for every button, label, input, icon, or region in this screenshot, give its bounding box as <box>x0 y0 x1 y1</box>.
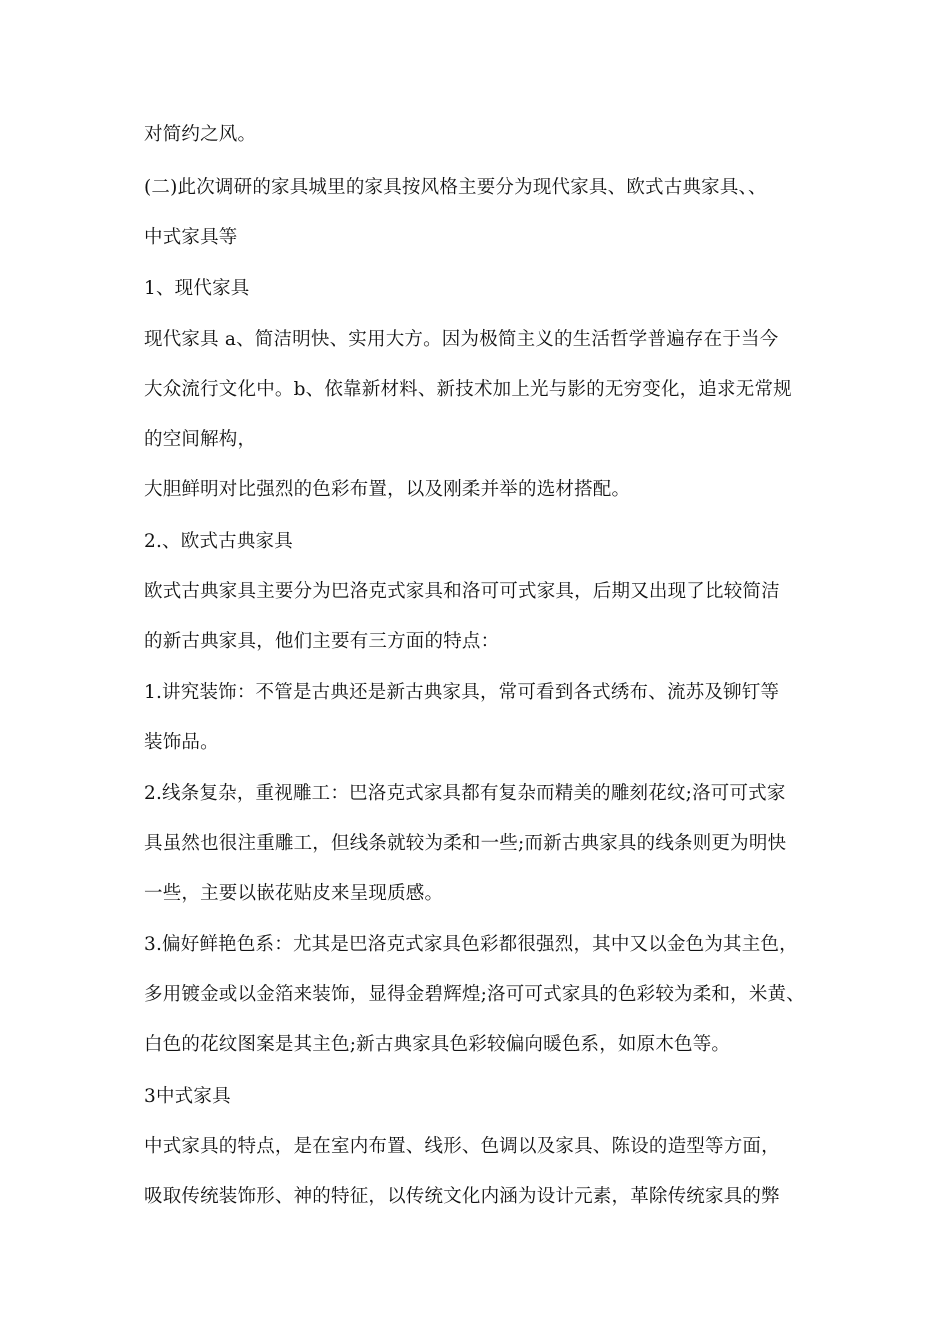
text-line: 的空间解构， <box>144 429 257 450</box>
text-line: 中式家具的特点，是在室内布置、线形、色调以及家具、陈设的造型等方面， <box>144 1136 780 1157</box>
text-line: 的新古典家具，他们主要有三方面的特点： <box>144 631 500 652</box>
text-line: 一些，主要以嵌花贴皮来呈现质感。 <box>144 883 444 904</box>
text-line: 现代家具 a、简洁明快、实用大方。因为极简主义的生活哲学普遍存在于当今 <box>144 329 779 350</box>
text-line: 白色的花纹图案是其主色;新古典家具色彩较偏向暖色系，如原木色等。 <box>144 1034 731 1055</box>
text-line: 装饰品。 <box>144 732 219 753</box>
text-line: 具虽然也很注重雕工，但线条就较为柔和一些;而新古典家具的线条则更为明快 <box>144 833 787 854</box>
text-line: 大胆鲜明对比强烈的色彩布置，以及刚柔并举的选材搭配。 <box>144 479 631 500</box>
text-line: 多用镀金或以金箔来装饰，显得金碧辉煌;洛可可式家具的色彩较为柔和，米黄、 <box>144 984 805 1005</box>
section-heading: 3中式家具 <box>144 1086 231 1107</box>
text-line: 2.线条复杂，重视雕工：巴洛克式家具都有复杂而精美的雕刻花纹;洛可可式家 <box>144 783 786 804</box>
text-line: 对简约之风。 <box>144 124 257 145</box>
section-heading: 2.、欧式古典家具 <box>144 531 293 552</box>
text-line: 欧式古典家具主要分为巴洛克式家具和洛可可式家具，后期又出现了比较简洁 <box>144 581 780 602</box>
text-line: 吸取传统装饰形、神的特征，以传统文化内涵为设计元素，革除传统家具的弊 <box>144 1186 780 1207</box>
text-line: (二)此次调研的家具城里的家具按风格主要分为现代家具、欧式古典家具、、 <box>144 177 767 198</box>
section-heading: 1、现代家具 <box>144 278 250 299</box>
text-line: 中式家具等 <box>144 227 238 248</box>
text-line: 3.偏好鲜艳色系：尤其是巴洛克式家具色彩都很强烈，其中又以金色为其主色， <box>144 934 798 955</box>
text-line: 1.讲究装饰：不管是古典还是新古典家具，常可看到各式绣布、流苏及铆钉等 <box>144 682 780 703</box>
text-line: 大众流行文化中。b、依靠新材料、新技术加上光与影的无穷变化，追求无常规 <box>144 379 792 400</box>
